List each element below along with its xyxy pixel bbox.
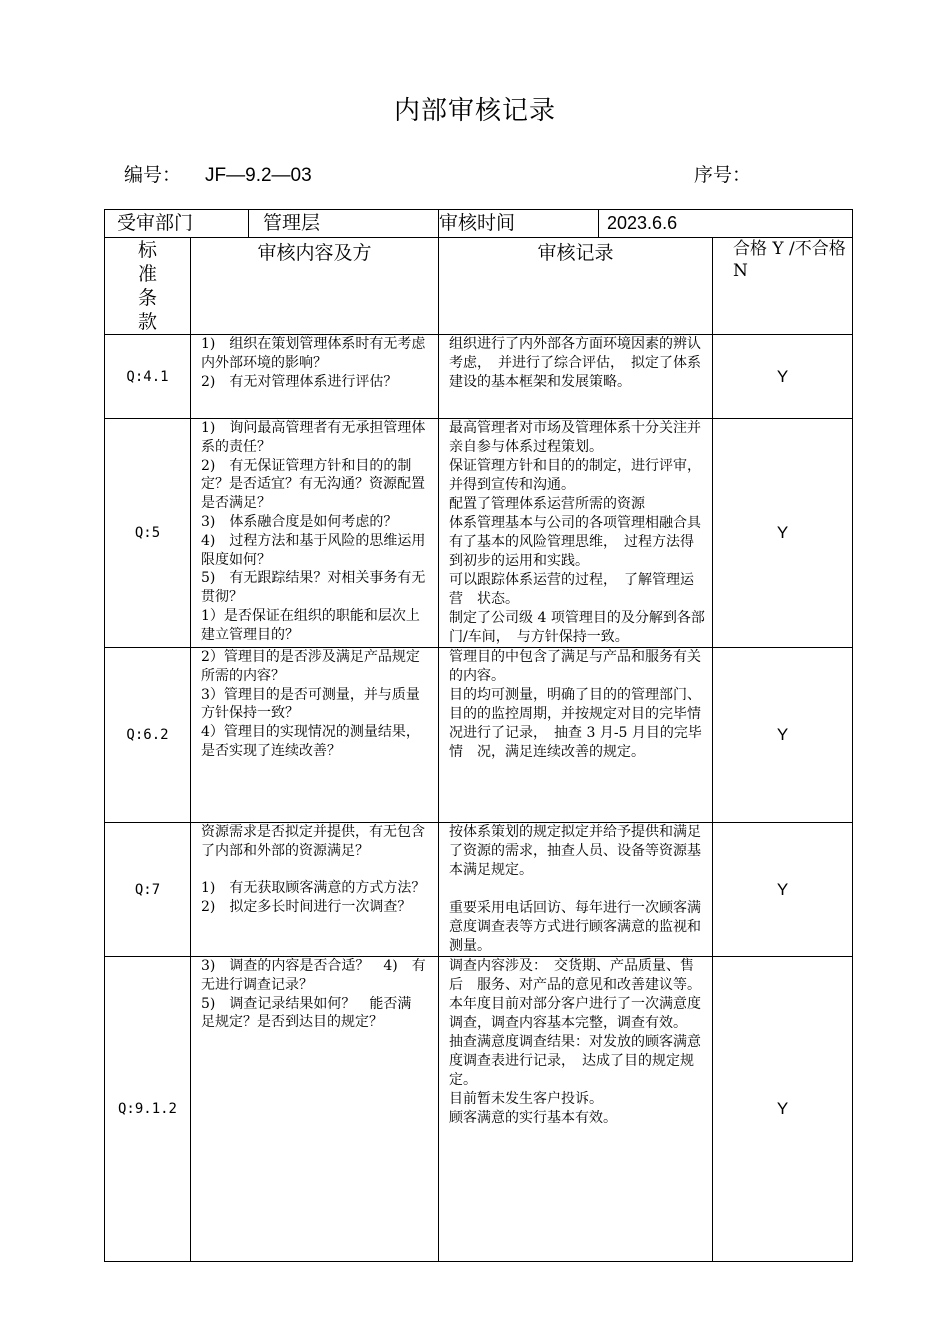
record-line: 目的均可测量，明确了目的的管理部门、目的的监控周期，并按规定对目的完毕情况进行了记录， 抽查 3 月-5 月目的完毕情 况，满足连续改善的规定。	[449, 687, 702, 760]
content-cell	[191, 419, 439, 648]
clause-cell: Q:6.2	[105, 648, 191, 823]
content-line: 1) 有无获取顾客满意的方式方法？	[201, 880, 426, 897]
content-line: 2) 有无对管理体系进行评估？	[201, 373, 398, 390]
record-line: 抽查满意度调查结果：对发放的顾客满意度调查表进行记录， 达成了目的规定规定。	[449, 1034, 702, 1088]
table-row	[105, 648, 853, 823]
record-line: 保证管理方针和目的的制定，进行评审，并得到宣传和沟通。	[449, 458, 702, 493]
clause-cell: Q:9.1.2	[105, 957, 191, 1262]
content-line: 1) 组织在策划管理体系时有无考虑内外部环境的影响？	[201, 336, 426, 371]
content-cell	[191, 823, 439, 957]
code-value: JF—9.2—03	[205, 165, 312, 186]
dept-value: 管理层	[249, 210, 439, 238]
content-line: 5) 有无跟踪结果？对相关事务有无贯彻？	[201, 570, 426, 606]
sequence-number	[694, 160, 751, 187]
content-cell	[191, 335, 439, 419]
record-line: 重要采用电话回访、每年进行一次顾客满意度调查表等方式进行顾客满意的监视和测量。	[449, 900, 702, 954]
audit-table	[104, 209, 853, 1262]
record-line: 目前暂未发生客户投诉。	[449, 1091, 604, 1107]
dept-label: 受审部门	[105, 210, 249, 238]
result-cell: Y	[713, 823, 853, 957]
column-header-row	[105, 238, 853, 335]
record-line: 制定了公司级 4 项管理目的及分解到各部 门/车间， 与方针保持一致。	[449, 610, 719, 645]
col-content: 审核内容及方	[191, 238, 439, 335]
record-line: 按体系策划的规定拟定并给予提供和满足了资源的需求，抽查人员、设备等资源基本满足规定。	[449, 824, 702, 878]
col-record: 审核记录	[439, 238, 713, 335]
result-cell: Y	[713, 419, 853, 648]
content-line: 2) 拟定多长时间进行一次调查？	[201, 899, 412, 916]
table-row	[105, 957, 853, 1262]
record-line: 最高管理者对市场及管理体系十分关注并亲自参与体系过程策划。	[449, 420, 702, 455]
record-line: 顾客满意的实行基本有效。	[449, 1110, 618, 1126]
content-line: 4) 过程方法和基于风险的思维运用限度如何？	[201, 532, 426, 568]
clause-cell: Q:7	[105, 823, 191, 957]
table-row	[105, 335, 853, 419]
time-value: 2023.6.6	[599, 210, 853, 238]
record-line: 配置了管理体系运营所需的资源	[449, 496, 646, 512]
record-cell	[439, 957, 713, 1262]
content-cell	[191, 957, 439, 1262]
content-line	[201, 861, 430, 880]
result-cell: Y	[713, 335, 853, 419]
record-line: 管理目的中包含了满足与产品和服务有关的内容。	[449, 649, 702, 684]
content-line: 资源需求是否拟定并提供，有无包含了内部和外部的资源满足？	[201, 824, 425, 859]
header-row	[105, 210, 853, 238]
clause-cell: Q:5	[105, 419, 191, 648]
content-line: 4）管理目的实现情况的测量结果，是否实现了连续改善？	[201, 724, 420, 759]
content-line: 5) 调查记录结果如何？ 能否满 足规定？是否到达目的规定？	[201, 995, 426, 1031]
col-standard: 标准条款	[105, 238, 191, 335]
record-cell	[439, 823, 713, 957]
result-cell: Y	[713, 648, 853, 823]
page-title: 内部审核记录	[393, 96, 556, 126]
record-cell	[439, 419, 719, 648]
code-label: 编号：	[124, 164, 182, 186]
record-cell	[439, 648, 713, 823]
col-pass: 合格 Y /不合格 N	[713, 238, 853, 335]
content-line: 1）是否保证在组织的职能和层次上建立管理目的？	[201, 607, 420, 643]
content-line: 2) 有无保证管理方针和目的的制定？是否适宜？有无沟通？资源配置是否满足？	[201, 457, 425, 512]
table-row	[105, 419, 853, 648]
record-line: 组织进行了内外部各方面环境因素的辨认考虑， 并进行了综合评估， 拟定了体系 建设的基本框架和发展策略。	[449, 336, 716, 390]
document-code	[124, 160, 312, 187]
table-row	[105, 823, 853, 957]
record-line: 调查内容涉及： 交货期、产品质量、售后 服务、对产品的意见和改善建议等。	[449, 958, 702, 993]
content-cell	[191, 648, 439, 823]
content-line: 2）管理目的是否涉及满足产品规定所需的内容？	[201, 649, 420, 684]
content-line: 3) 调查的内容是否合适？ 4) 有无进行调查记录？	[201, 958, 426, 993]
content-line: 3）管理目的是否可测量，并与质量方针保持一致？	[201, 686, 420, 722]
content-line: 3) 体系融合度是如何考虑的？	[201, 513, 398, 530]
clause-cell: Q:4.1	[105, 335, 191, 419]
result-cell: Y	[713, 957, 853, 1262]
content-line: 1) 询问最高管理者有无承担管理体系的责任？	[201, 420, 426, 455]
record-line: 本年度目前对部分客户进行了一次满意度调查，调查内容基本完整，调查有效。	[449, 996, 702, 1031]
record-cell	[439, 335, 716, 419]
seq-label: 序号：	[694, 164, 752, 186]
record-line: 体系管理基本与公司的各项管理相融合具有了基本的风险管理思维， 过程方法得 到初步的运用和实践。	[449, 515, 709, 569]
record-line	[449, 880, 706, 899]
time-label: 审核时间	[439, 210, 599, 238]
record-line: 可以跟踪体系运营的过程， 了解管理运营 状态。	[449, 572, 695, 607]
